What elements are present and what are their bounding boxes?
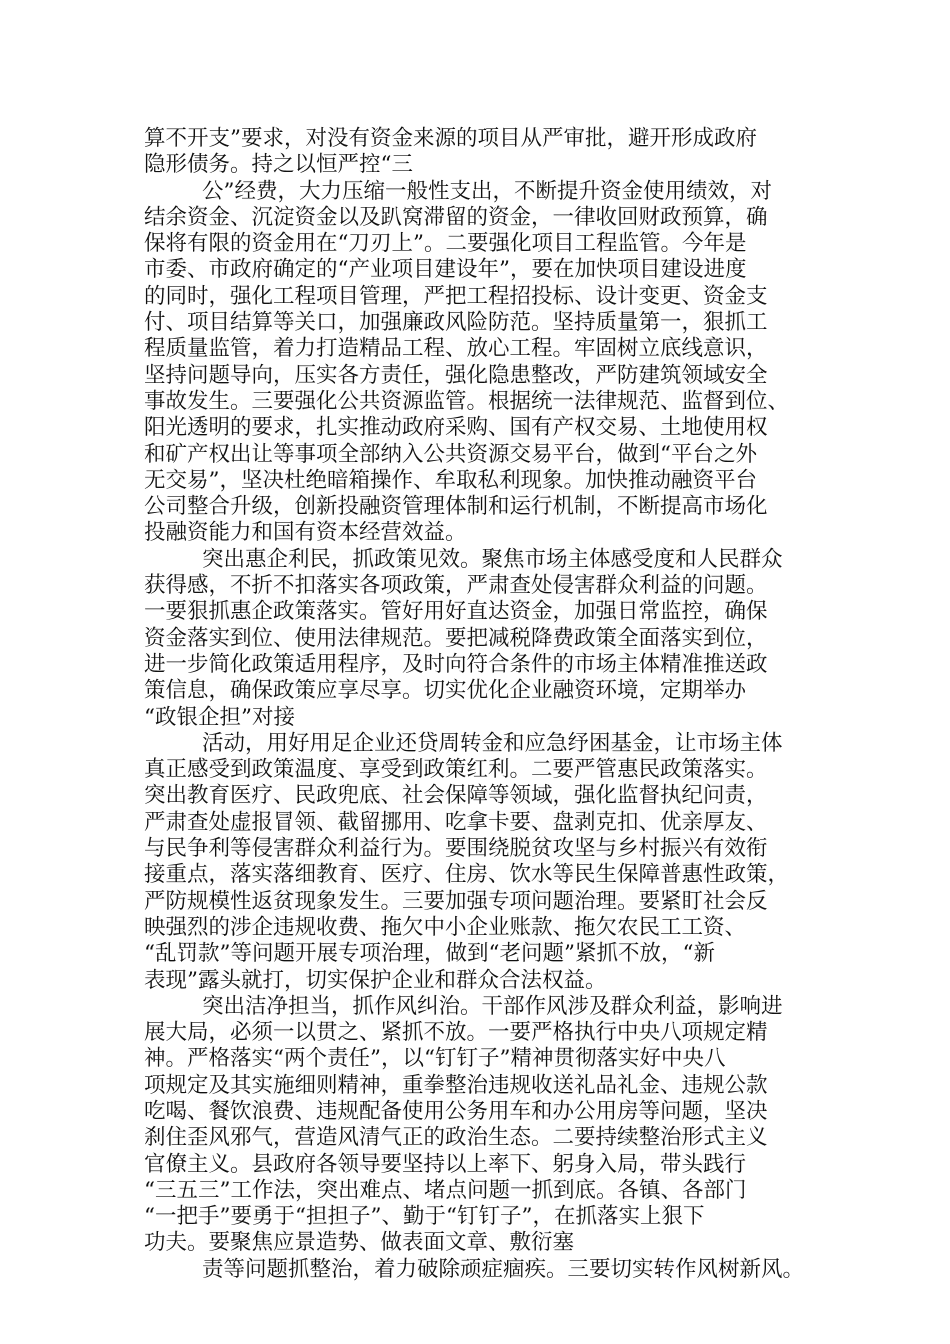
text-line: 神。严格落实“两个责任”，以“钉钉子”精神贯彻落实好中央八 [144, 1046, 726, 1072]
text-line: 表现”露头就打，切实保护企业和群众合法权益。 [144, 967, 607, 993]
text-line: 真正感受到政策温度、享受到政策红利。二要严管惠民政策落实。 [144, 757, 768, 783]
text-line: 一要狠抓惠企政策落实。管好用好直达资金，加强日常监控，确保 [144, 599, 768, 625]
text-line: 结余资金、沉淀资金以及趴窝滞留的资金，一律收回财政预算，确 [144, 204, 768, 230]
text-line: 突出惠企利民，抓政策见效。聚焦市场主体感受度和人民群众 [202, 546, 783, 572]
text-line: 严肃查处虚报冒领、截留挪用、吃拿卡要、盘剥克扣、优亲厚友、 [144, 809, 768, 835]
text-line: 获得感，不折不扣落实各项政策，严肃查处侵害群众利益的问题。 [144, 573, 768, 599]
text-line: 市委、市政府确定的“产业项目建设年”，要在加快项目建设进度 [144, 257, 747, 283]
text-line: 程质量监管，着力打造精品工程、放心工程。牢固树立底线意识， [144, 336, 768, 362]
text-line: 展大局，必须一以贯之、紧抓不放。一要严格执行中央八项规定精 [144, 1020, 768, 1046]
text-line: 隐形债务。持之以恒严控“三 [144, 152, 413, 178]
text-line: 事故发生。三要强化公共资源监管。根据统一法律规范、监督到位、 [144, 388, 790, 414]
text-line: “一把手”要勇于“担担子”、勤于“钉钉子”，在抓落实上狠下 [144, 1204, 705, 1230]
text-line: 和矿产权出让等事项全部纳入公共资源交易平台，做到“平台之外 [144, 441, 757, 467]
text-line: “乱罚款”等问题开展专项治理，做到“老问题”紧抓不放，“新 [144, 941, 715, 967]
text-line: 付、项目结算等关口，加强廉政风险防范。坚持质量第一，狠抓工 [144, 310, 768, 336]
text-line: 策信息，确保政策应享尽享。切实优化企业融资环境，定期举办 [144, 678, 747, 704]
text-line: 投融资能力和国有资本经营效益。 [144, 520, 467, 546]
text-line: 项规定及其实施细则精神，重拳整治违规收送礼品礼金、违规公款 [144, 1072, 768, 1098]
text-line: 无交易”，坚决杜绝暗箱操作、牟取私利现象。加快推动融资平台 [144, 467, 757, 493]
text-line: 吃喝、餐饮浪费、违规配备使用公务用车和办公用房等问题，坚决 [144, 1098, 768, 1124]
text-line: 突出洁净担当，抓作风纠治。干部作风涉及群众利益，影响进 [202, 993, 783, 1019]
text-line: 与民争利等侵害群众利益行为。要围绕脱贫攻坚与乡村振兴有效衔 [144, 836, 768, 862]
text-line: 坚持问题导向，压实各方责任，强化隐患整改，严防建筑领域安全 [144, 362, 768, 388]
text-line: 功夫。要聚焦应景造势、做表面文章、敷衍塞 [144, 1230, 575, 1256]
text-line: 映强烈的涉企违规收费、拖欠中小企业账款、拖欠农民工工资、 [144, 914, 747, 940]
text-line: 进一步简化政策适用程序，及时向符合条件的市场主体精准推送政 [144, 651, 768, 677]
text-line: 公司整合升级，创新投融资管理体制和运行机制，不断提高市场化 [144, 494, 768, 520]
text-line: 保将有限的资金用在“刀刃上”。二要强化项目工程监管。今年是 [144, 231, 747, 257]
text-line: 公”经费，大力压缩一般性支出，不断提升资金使用绩效，对 [202, 178, 772, 204]
text-line: 严防规模性返贫现象发生。三要加强专项问题治理。要紧盯社会反 [144, 888, 768, 914]
text-line: 官僚主义。县政府各领导要坚持以上率下、躬身入局，带头践行 [144, 1151, 747, 1177]
text-line: 刹住歪风邪气，营造风清气正的政治生态。二要持续整治形式主义 [144, 1125, 768, 1151]
text-line: 资金落实到位、使用法律规范。要把减税降费政策全面落实到位， [144, 625, 768, 651]
text-line: “政银企担”对接 [144, 704, 295, 730]
text-line: 算不开支”要求，对没有资金来源的项目从严审批，避开形成政府 [144, 126, 757, 151]
text-line: 的同时，强化工程项目管理，严把工程招投标、设计变更、资金支 [144, 283, 768, 309]
text-line: 活动，用好用足企业还贷周转金和应急纾困基金，让市场主体 [202, 730, 783, 756]
text-line: 接重点，落实落细教育、医疗、住房、饮水等民生保障普惠性政策， [144, 862, 790, 888]
text-line: 突出教育医疗、民政兜底、社会保障等领域，强化监督执纪问责， [144, 783, 768, 809]
text-line: “三五三”工作法，突出难点、堵点问题一抓到底。各镇、各部门 [144, 1177, 747, 1203]
text-line: 阳光透明的要求，扎实推动政府采购、国有产权交易、土地使用权 [144, 415, 768, 441]
text-line: 责等问题抓整治，着力破除顽症痼疾。三要切实转作风树新风。 [202, 1256, 805, 1282]
document-page [144, 126, 824, 1283]
